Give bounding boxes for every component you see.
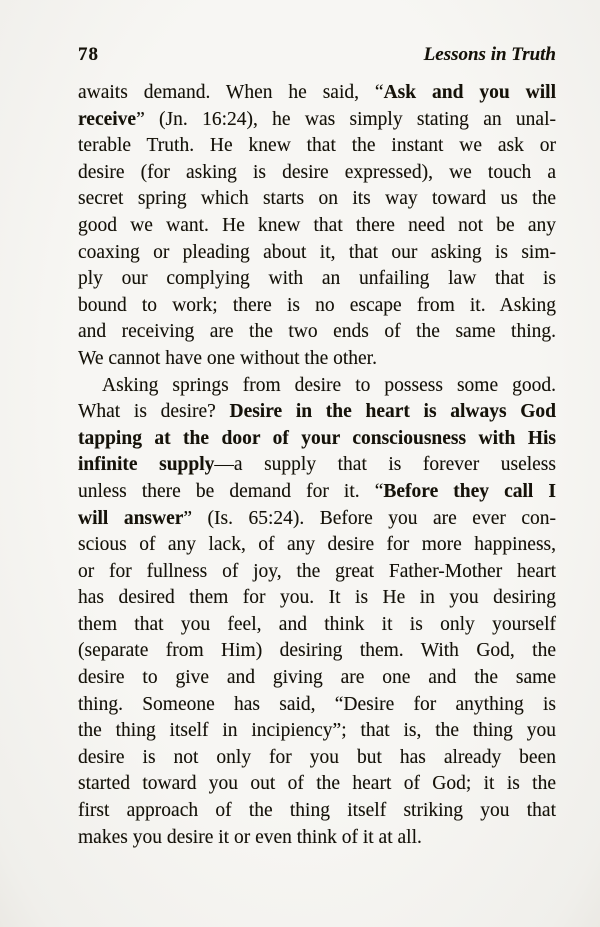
body-text: ” (Is. 65:24). Before you are ever con- <box>183 507 556 529</box>
emphasized-text: tapping at the door of your consciousness with His <box>78 427 556 449</box>
text-line <box>78 692 556 719</box>
page-header <box>78 44 556 66</box>
text-line <box>78 798 556 825</box>
page-number: 78 <box>78 44 99 65</box>
text-line <box>78 213 556 240</box>
body-text: has desired them for you. It is He in you desiring <box>78 587 556 609</box>
body-text: What is desire? <box>78 401 230 423</box>
body-text: or for fullness of joy, the great Father-Mother heart <box>78 560 556 582</box>
paragraph <box>78 80 556 373</box>
body-text: them that you feel, and think it is only yourself <box>78 613 556 635</box>
text-line <box>78 133 556 160</box>
text-line <box>78 479 556 506</box>
body-text: scious of any lack, of any desire for more happiness, <box>78 534 556 556</box>
body-text: secret spring which starts on its way toward us the <box>78 188 556 210</box>
running-title: Lessons in Truth <box>423 44 556 65</box>
body-text: and receiving are the two ends of the same thing. <box>78 321 556 343</box>
body-text: desire is not only for you but has already been <box>78 746 556 768</box>
text-line <box>78 346 556 373</box>
text-line <box>78 160 556 187</box>
body-text: thing. Someone has said, “Desire for anything is <box>78 693 556 715</box>
body-text: (separate from Him) desiring them. With God, the <box>78 640 556 662</box>
body-text: desire (for asking is desire expressed), we touch a <box>78 161 556 183</box>
text-line <box>78 506 556 533</box>
text-line <box>78 559 556 586</box>
emphasized-text: receive <box>78 108 137 130</box>
text-line <box>78 240 556 267</box>
text-line <box>78 452 556 479</box>
body-text: ” (Jn. 16:24), he was simply stating an unal- <box>136 108 556 130</box>
body-text: makes you desire it or even think of it at all. <box>78 826 422 848</box>
text-line <box>78 638 556 665</box>
text-line <box>78 718 556 745</box>
emphasized-text: infinite supply <box>78 454 215 476</box>
page-text <box>78 80 556 851</box>
body-text: good we want. He knew that there need not be any <box>78 214 556 236</box>
text-line <box>78 585 556 612</box>
body-text: desire to give and giving are one and the same <box>78 667 556 689</box>
body-text: unless there be demand for it. “ <box>78 480 384 502</box>
text-line <box>78 319 556 346</box>
paragraph <box>78 373 556 852</box>
emphasized-text: will answer <box>78 507 184 529</box>
text-line <box>78 426 556 453</box>
body-text: first approach of the thing itself striking you that <box>78 800 556 822</box>
text-line <box>78 266 556 293</box>
text-line <box>78 399 556 426</box>
emphasized-text: Ask and you will <box>383 82 556 103</box>
body-text: Asking springs from desire to possess some good. <box>102 374 556 396</box>
body-text: —a supply that is forever useless <box>214 454 556 476</box>
text-line <box>78 80 556 107</box>
text-line <box>78 612 556 639</box>
text-line <box>78 771 556 798</box>
emphasized-text: Before they call I <box>383 480 556 502</box>
body-text: coaxing or pleading about it, that our asking is sim- <box>78 241 556 263</box>
text-line <box>78 107 556 134</box>
body-text: terable Truth. He knew that the instant we ask or <box>78 135 556 157</box>
body-text: bound to work; there is no escape from it. Asking <box>78 294 556 316</box>
body-text: We cannot have one without the other. <box>78 347 377 369</box>
text-line <box>78 825 556 852</box>
text-line <box>78 745 556 772</box>
text-line <box>78 665 556 692</box>
text-line <box>78 186 556 213</box>
body-text: started toward you out of the heart of God; it is the <box>78 773 556 795</box>
body-text: the thing itself in incipiency”; that is, the thing you <box>78 720 556 742</box>
body-text: awaits demand. When he said, “ <box>78 82 384 103</box>
text-line <box>78 373 556 400</box>
text-line <box>78 293 556 320</box>
body-text: ply our complying with an unfailing law that is <box>78 268 556 290</box>
text-line <box>78 532 556 559</box>
emphasized-text: Desire in the heart is always God <box>229 401 557 423</box>
